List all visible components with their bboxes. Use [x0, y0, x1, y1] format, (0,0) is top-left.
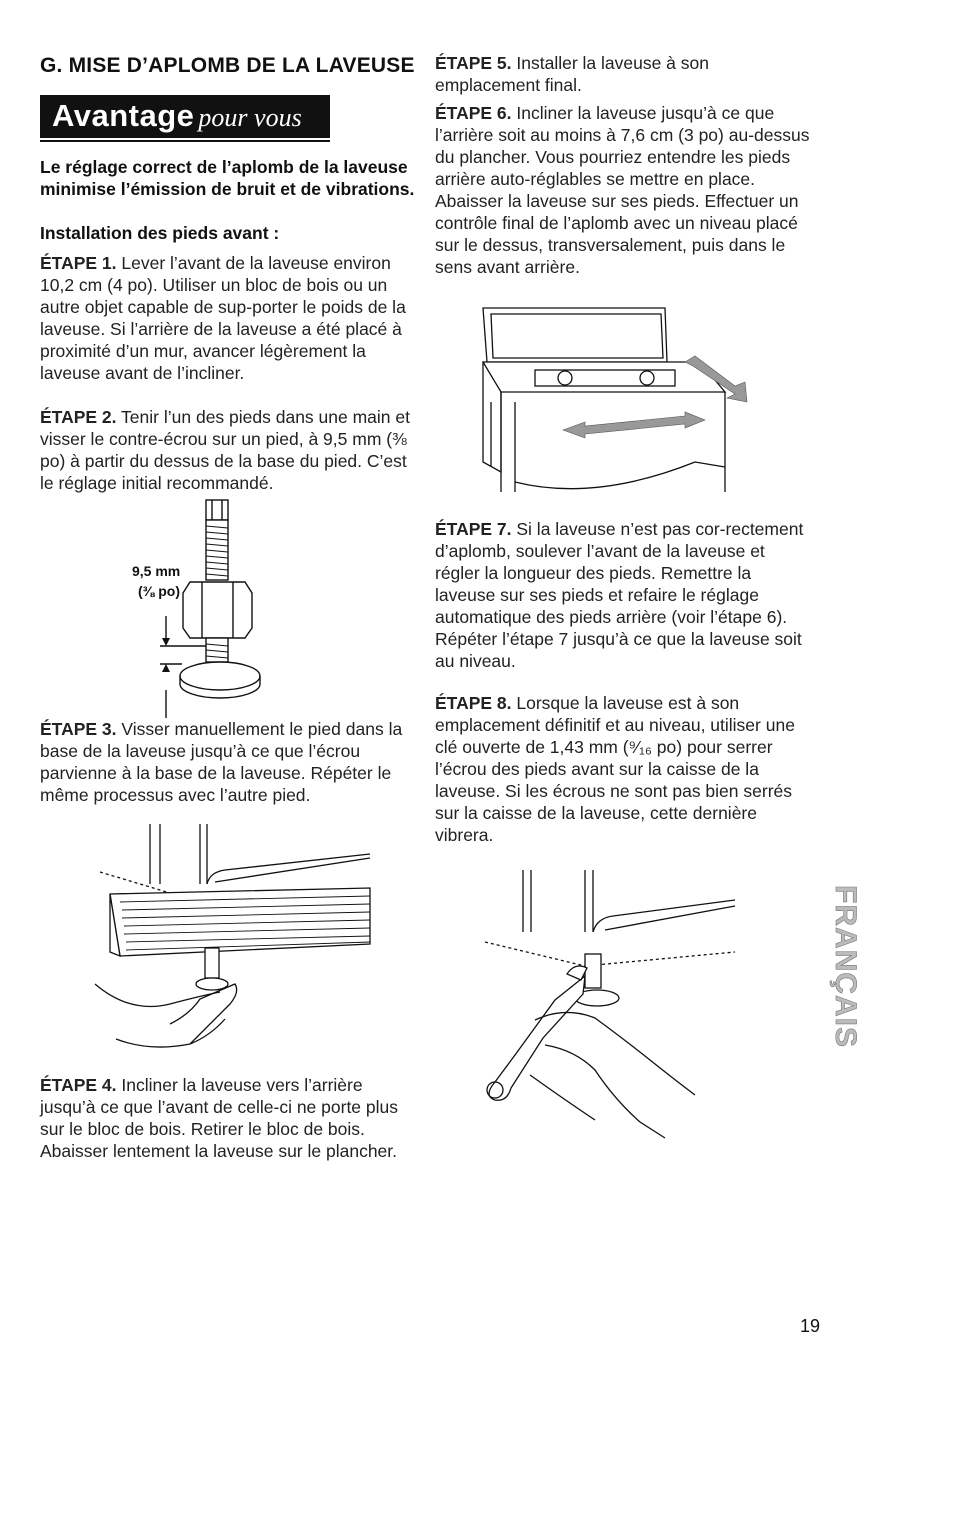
step-8 [435, 692, 810, 846]
step-1-label: ÉTAPE 1. [40, 253, 117, 273]
step-5 [435, 52, 810, 96]
step-4-text: Incliner la laveuse vers l’arrière jusqu’à ce que l’avant de celle-ci ne porte plus sur le bloc de bois. Retirer le bloc de bois. Abaisser lentement la laveuse sur le plancher. [40, 1075, 398, 1161]
step-4 [40, 1074, 420, 1162]
intro-text: Le réglage correct de l’aplomb de la laveuse minimise l’émission de bruit et de vibrations. [40, 157, 415, 199]
step-2-label: ÉTAPE 2. [40, 407, 117, 427]
foot-illustration [40, 498, 420, 718]
subheading: Installation des pieds avant : [40, 223, 280, 243]
wood-block-illustration [40, 824, 420, 1054]
step-2-text: Tenir l’un des pieds dans une main et visser le contre-écrou sur un pied, à 9,5 mm (⅜ po) à partir du dessus de la base du pied. C’est le réglage initial recommandé. [40, 407, 410, 493]
page-number: 19 [800, 1316, 821, 1336]
badge-script-text: pour vous [198, 103, 302, 132]
step-5-text: Installer la laveuse à son emplacement final. [435, 53, 709, 95]
step-7-label: ÉTAPE 7. [435, 519, 512, 539]
step-7-text: Si la laveuse n’est pas cor-rectement d’aplomb, soulever l’avant de la laveuse et régler la longueur des pieds. Remettre la laveuse sur ses pieds et refaire le réglage automatique des pieds arrière (voir l’étape 6). Répéter l’étape 7 jusqu’à ce que la laveuse soit au niveau. [435, 519, 804, 671]
step-6-text: Incliner la laveuse jusqu’à ce que l’arrière soit au moins à 7,6 cm (3 po) au-dessus du plancher. Vous pourriez entendre les pieds arrière auto-réglables se mettre en place. Abaisser la laveuse sur ses pieds. Effectuer un contrôle final de l’aplomb avec un niveau placé sur le dessus, transversalement, puis dans le sens avant arrière. [435, 103, 810, 277]
step-3-label: ÉTAPE 3. [40, 719, 117, 739]
step-5-label: ÉTAPE 5. [435, 53, 512, 73]
step-3 [40, 718, 420, 806]
step-6-label: ÉTAPE 6. [435, 103, 512, 123]
side-language-label [808, 885, 862, 1115]
section-title: G. MISE D’APLOMB DE LA LAVEUSE [40, 54, 415, 77]
side-language-text: FRANÇAIS [829, 885, 862, 1048]
step-3-text: Visser manuellement le pied dans la base de la laveuse jusqu’à ce que l’écrou parvienne à la base de la laveuse. Répéter le même processus avec l’autre pied. [40, 719, 403, 805]
foot-dimension-po: (⅜ po) [138, 583, 180, 599]
step-7 [435, 518, 810, 672]
step-8-label: ÉTAPE 8. [435, 693, 512, 713]
badge-underline [40, 140, 330, 142]
badge-main-text: Avantage [52, 98, 195, 133]
wrench-illustration [435, 870, 810, 1150]
avantage-badge [40, 95, 330, 138]
step-1-text: Lever l’avant de la laveuse environ 10,2 cm (4 po). Utiliser un bloc de bois ou un autre objet capable de sup-porter le poids de la laveuse. Si l’arrière de la laveuse a été placé à proximité d’un mur, avancer légèrement la laveuse avant de l’incliner. [40, 253, 406, 383]
step-6 [435, 102, 810, 278]
washer-level-illustration [435, 302, 810, 492]
right-column [435, 52, 810, 1150]
step-8-text: Lorsque la laveuse est à son emplacement définitif et au niveau, utiliser une clé ouverte de 1,43 mm (⁹⁄₁₆ po) pour serrer l’écrou des pieds avant sur la caisse de la laveuse. Si les écrous ne sont pas bien serrés sur la caisse de la laveuse, cette dernière vibrera. [435, 693, 795, 845]
left-column [40, 52, 420, 1162]
step-1 [40, 252, 420, 384]
step-2 [40, 406, 420, 494]
step-4-label: ÉTAPE 4. [40, 1075, 117, 1095]
foot-dimension-mm: 9,5 mm [132, 563, 181, 579]
